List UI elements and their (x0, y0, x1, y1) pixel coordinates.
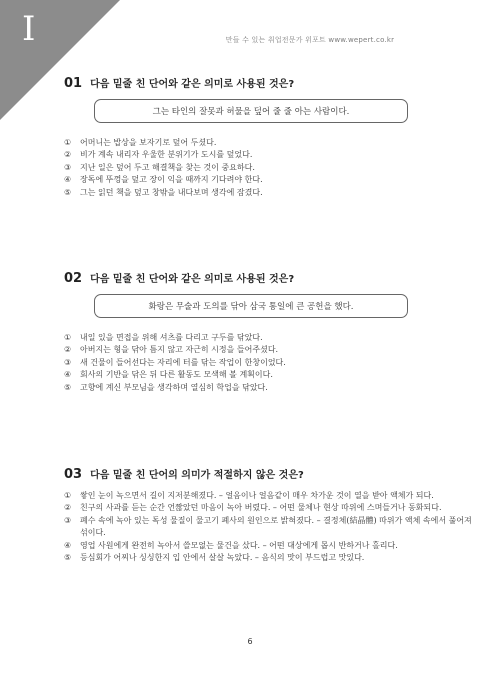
choice-item[interactable] (64, 187, 474, 199)
question-prompt: 다음 밑줄 친 단어와 같은 의미로 사용된 것은? (90, 79, 295, 90)
choice-item[interactable] (64, 540, 474, 552)
choice-mark: ② (64, 345, 72, 355)
choice-item[interactable] (64, 369, 474, 381)
choice-text: 고향에 계신 부모님을 생각하며 열심히 학업을 닦았다. (80, 382, 268, 392)
choice-mark: ⑤ (64, 552, 72, 562)
question-number: 01 (64, 76, 83, 91)
choice-item[interactable] (64, 515, 474, 540)
chapter-numeral: I (22, 9, 36, 49)
question-prompt: 다음 밑줄 친 단어와 같은 의미로 사용된 것은? (90, 274, 295, 285)
choice-text: 지난 일은 덮어 두고 해결책을 찾는 것이 중요하다. (80, 162, 255, 172)
choice-item[interactable] (64, 552, 474, 564)
choice-text: 그는 읽던 책을 덮고 창밖을 내다보며 생각에 잠겼다. (80, 187, 263, 197)
choice-text: 등심회가 어찌나 싱싱한지 입 안에서 살살 녹았다. – 음식의 맛이 부드럽고 맛있다. (80, 552, 365, 562)
choice-text: 비가 계속 내리자 우울한 분위기가 도시를 덮었다. (80, 150, 253, 160)
choice-text: 장독에 뚜껑을 덮고 장이 익을 때까지 기다려야 한다. (80, 175, 263, 185)
page-number: 6 (247, 637, 253, 646)
choice-text: 영업 사원에게 완전히 녹아서 쓸모없는 물건을 샀다. – 어떤 대상에게 몹시 반하거나 홀리다. (80, 540, 398, 550)
choice-item[interactable] (64, 137, 474, 149)
example-sentence-box: 그는 타인의 잘못과 허물을 덮어 줄 줄 아는 사람이다. (94, 99, 408, 123)
choice-text: 내일 있을 면접을 위해 셔츠를 다리고 구두를 닦았다. (80, 333, 263, 342)
choice-mark: ③ (64, 357, 72, 367)
choice-mark: ⑤ (64, 187, 72, 197)
choice-item[interactable] (64, 149, 474, 161)
choice-mark: ① (64, 138, 72, 147)
choice-item[interactable] (64, 162, 474, 174)
question-title (64, 270, 474, 286)
choice-item[interactable] (64, 357, 474, 369)
choice-mark: ⑤ (64, 382, 72, 392)
choice-mark: ③ (64, 162, 72, 172)
choice-mark: ② (64, 150, 72, 160)
choice-mark: ③ (64, 515, 72, 525)
choice-text: 친구의 사과를 듣는 순간 언짢았던 마음이 녹아 버렸다. – 어떤 물체나 현상 따위에 스며들거나 동화되다. (80, 503, 442, 513)
choice-text: 회사의 기반을 닦은 뒤 다른 활동도 모색해 볼 계획이다. (80, 370, 273, 380)
choice-list (64, 332, 474, 394)
choice-item[interactable] (64, 174, 474, 186)
header-tagline: 만들 수 있는 취업전문가 위포트 www.wepert.co.kr (225, 36, 395, 44)
choice-text: 쌓인 눈이 녹으면서 길이 지저분해졌다. – 얼음이나 얼음같이 매우 차가운 것이 열을 받아 액체가 되다. (80, 491, 434, 500)
question-title (64, 466, 474, 482)
choice-mark: ① (64, 491, 72, 500)
question-title (64, 75, 474, 91)
choice-mark: ④ (64, 540, 72, 550)
choice-mark: ① (64, 333, 72, 342)
question-01 (64, 75, 474, 199)
choice-text: 새 건물이 들어선다는 자리에 터를 닦는 작업이 한창이었다. (80, 357, 286, 367)
choice-item[interactable] (64, 332, 474, 344)
choice-item[interactable] (64, 502, 474, 514)
choice-item[interactable] (64, 382, 474, 394)
choice-text: 폐수 속에 녹아 있는 독성 물질이 물고기 폐사의 원인으로 밝혀졌다. – 결정체(結晶體) 따위가 액체 속에서 풀어져 섞이다. (80, 515, 472, 538)
question-number: 02 (64, 271, 83, 286)
question-02 (64, 270, 474, 394)
choice-text: 어머니는 밥상을 보자기로 덮어 두셨다. (80, 138, 217, 147)
choice-item[interactable] (64, 344, 474, 356)
example-sentence-box: 화랑은 무술과 도의를 닦아 삼국 통일에 큰 공헌을 했다. (94, 294, 408, 318)
choice-mark: ④ (64, 370, 72, 380)
choice-mark: ④ (64, 175, 72, 185)
choice-list (64, 490, 474, 564)
choice-list (64, 137, 474, 199)
choice-text: 아버지는 형을 닦아 틈지 않고 자근히 시정을 들어주셨다. (80, 345, 279, 355)
question-03 (64, 466, 474, 564)
question-prompt: 다음 밑줄 친 단어의 의미가 적절하지 않은 것은? (90, 470, 304, 481)
question-number: 03 (64, 467, 83, 482)
choice-item[interactable] (64, 490, 474, 502)
choice-mark: ② (64, 503, 72, 513)
